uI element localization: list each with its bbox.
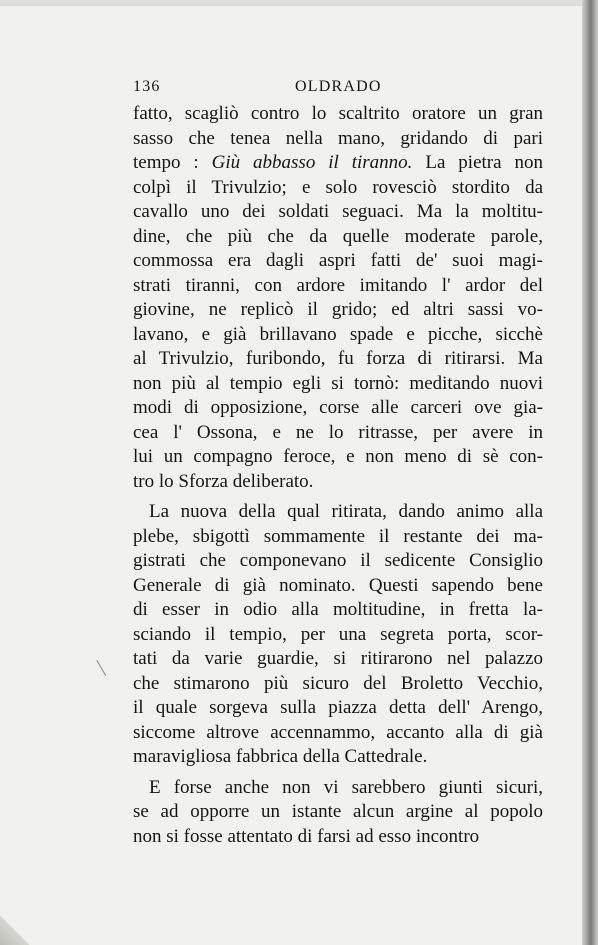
text-line: strati tiranni, con ardore imitando l' ardor del [133,274,543,296]
text-line: cavallo uno dei soldati seguaci. Ma la moltitu- [133,201,543,222]
running-title: OLDRADO [295,78,382,95]
text-line: lui un compagno feroce, e non meno di sè con- [133,446,543,467]
text-line: di esser in odio alla moltitudine, in fretta la- [133,599,543,620]
paragraph [133,500,543,770]
text-line: se ad opporre un istante alcun argine al popolo [133,801,543,822]
text-line: colpì il Trivulzio; e solo rovesciò stordito da [133,176,543,198]
paragraph [133,102,543,494]
text-line: Generale di già nominato. Questi sapendo bene [133,574,543,596]
text-line: commossa era dagli aspri fatti de' suoi magi- [133,250,543,271]
corner-fold-mark [0,915,30,945]
text-line: tati da varie guardie, si ritirarono nel palazzo [133,648,543,669]
body-text [133,102,543,855]
paragraph [133,776,543,850]
text-line: il quale sorgeva sulla piazza detta dell' Arengo, [133,697,543,718]
page-spine-shadow [582,0,598,945]
text-line: non più al tempio egli si tornò: meditando nuovi [133,372,543,394]
running-head [133,78,543,100]
text-line: giovine, ne replicò il grido; ed altri sassi vo- [133,299,543,320]
text-line: non si fosse attentato di farsi ad esso incontro [133,825,480,847]
text-line: al Trivulzio, furibondo, fu forza di ritirarsi. Ma [133,348,543,369]
text-line: E forse anche non vi sarebbero giunti sicuri, [149,776,543,798]
text-line: tempo : Giù abbasso il tiranno. La pietra non [133,152,543,173]
page-top-shadow [0,0,598,6]
text-line: fatto, scagliò contro lo scaltrito oratore un gran [133,103,543,124]
text-line: dine, che più che da quelle moderate parole, [133,225,543,247]
text-line: lavano, e già brillavano spade e picche, sicchè [133,323,543,345]
margin-pencil-mark [96,654,116,676]
text-line: maravigliosa fabbrica della Cattedrale. [133,746,428,767]
text-line: La nuova della qual ritirata, dando animo alla [149,501,543,522]
text-line: siccome altrove accennammo, accanto alla di già [133,721,543,743]
text-line: modi di opposizione, corse alle carceri ove gia- [133,397,543,418]
text-line: gistrati che componevano il sedicente Consiglio [133,550,543,571]
italic-quote: Giù abbasso il tiranno. [211,152,413,173]
text-line: sasso che tenea nella mano, gridando di pari [133,127,543,149]
text-line: sciando il tempio, per una segreta porta, scor- [133,623,543,645]
text-line: tro lo Sforza deliberato. [133,470,314,492]
page-number: 136 [133,78,161,95]
text-line: cea l' Ossona, e ne lo ritrasse, per avere in [133,421,543,443]
text-line: plebe, sbigottì sommamente il restante dei ma- [133,525,543,547]
text-line: che stimarono più sicuro del Broletto Vecchio, [133,672,543,694]
